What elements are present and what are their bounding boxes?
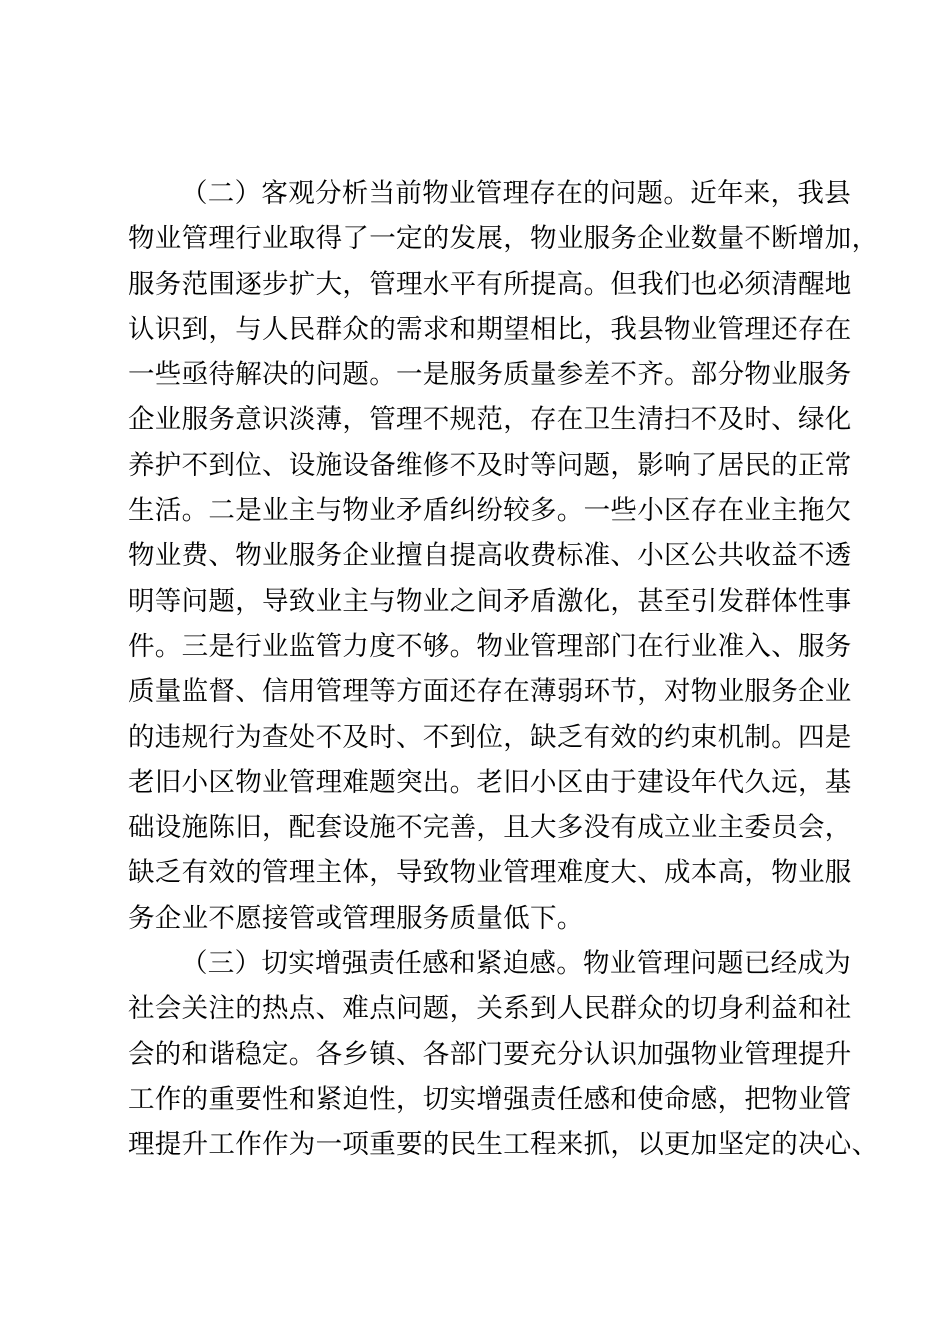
text-line: 础设施陈旧，配套设施不完善，且大多没有成立业主委员会， — [128, 812, 852, 844]
text-line: （三）切实增强责任感和紧迫感。物业管理问题已经成为 — [181, 948, 851, 980]
text-line: 服务范围逐步扩大，管理水平有所提高。但我们也必须清醒地 — [128, 268, 852, 300]
text-line: 养护不到位、设施设备维修不及时等问题，影响了居民的正常 — [128, 449, 852, 481]
text-line: 企业服务意识淡薄，管理不规范，存在卫生清扫不及时、绿化 — [128, 404, 852, 436]
text-line: 物业管理行业取得了一定的发展，物业服务企业数量不断增加， — [128, 223, 879, 255]
text-line: 会的和谐稳定。各乡镇、各部门要充分认识加强物业管理提升 — [128, 1038, 852, 1070]
text-line: 缺乏有效的管理主体，导致物业管理难度大、成本高，物业服 — [128, 857, 852, 889]
text-line: 生活。二是业主与物业矛盾纠纷较多。一些小区存在业主拖欠 — [128, 495, 852, 527]
text-line: 认识到，与人民群众的需求和期望相比，我县物业管理还存在 — [128, 313, 852, 345]
text-line: 务企业不愿接管或管理服务质量低下。 — [128, 902, 584, 934]
paragraph-3 — [128, 941, 879, 1167]
text-line: 明等问题，导致业主与物业之间矛盾激化，甚至引发群体性事 — [128, 585, 852, 617]
text-line: 物业费、物业服务企业擅自提高收费标准、小区公共收益不透 — [128, 540, 852, 572]
text-line: 社会关注的热点、难点问题，关系到人民群众的切身利益和社 — [128, 993, 852, 1025]
document-body — [128, 171, 879, 1168]
text-line: 质量监督、信用管理等方面还存在薄弱环节，对物业服务企业 — [128, 676, 852, 708]
text-line: 老旧小区物业管理难题突出。老旧小区由于建设年代久远，基 — [128, 766, 852, 798]
text-line: 一些亟待解决的问题。一是服务质量参差不齐。部分物业服务 — [128, 359, 852, 391]
text-line: 件。三是行业监管力度不够。物业管理部门在行业准入、服务 — [128, 630, 852, 662]
text-line: （二）客观分析当前物业管理存在的问题。近年来，我县 — [181, 178, 851, 209]
text-line: 的违规行为查处不及时、不到位，缺乏有效的约束机制。四是 — [128, 721, 852, 753]
paragraph-2 — [128, 171, 879, 941]
text-line: 理提升工作作为一项重要的民生工程来抓，以更加坚定的决心、 — [128, 1129, 879, 1161]
text-line: 工作的重要性和紧迫性，切实增强责任感和使命感，把物业管 — [128, 1083, 852, 1115]
